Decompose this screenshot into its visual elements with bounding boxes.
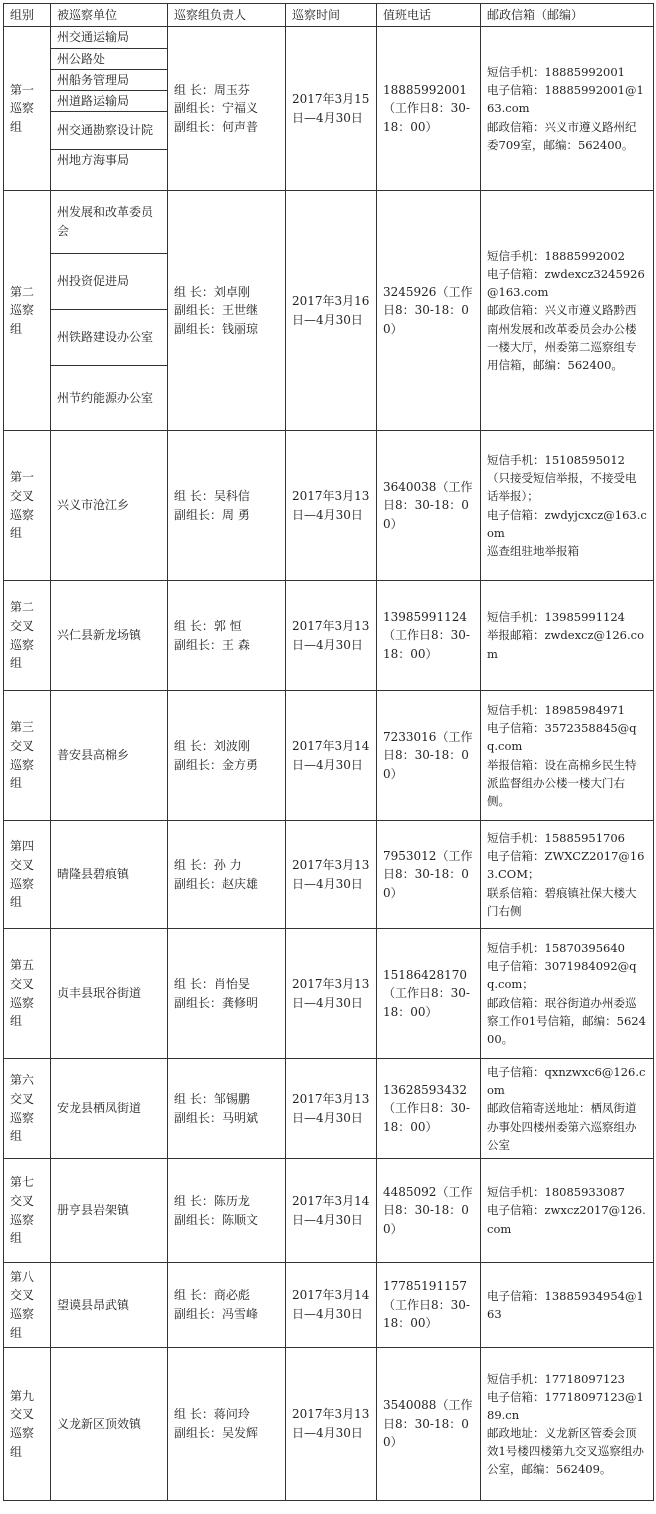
duty-phone: 18885992001（工作日8：30-18：00） <box>377 27 481 191</box>
unit-item: 州投资促进局 <box>51 253 167 309</box>
mail-cell <box>481 1348 654 1501</box>
mail-cell <box>481 1263 654 1348</box>
inspection-date: 2017年3月13日—4月30日 <box>286 1348 377 1501</box>
unit-name: 普安县高棉乡 <box>57 748 130 763</box>
leader-line: 组 长：蒋问玲 <box>174 1407 250 1422</box>
duty-phone: 4485092（工作日8：30-18：00） <box>377 1159 481 1263</box>
table-row <box>4 581 654 691</box>
mail-line: 电子信箱：zwdexcz3245926@163.com <box>487 267 645 300</box>
mail-line: 巡查组驻地举报箱 <box>487 543 579 558</box>
inspection-date: 2017年3月13日—4月30日 <box>286 431 377 581</box>
group-name: 第六交叉巡察组 <box>4 1059 51 1159</box>
unit-name: 望谟县昂武镇 <box>57 1297 130 1312</box>
group-name: 第七交叉巡察组 <box>4 1159 51 1263</box>
unit-list <box>51 27 167 170</box>
mail-line: 电子信箱：3572358845@qq.com <box>487 721 637 754</box>
table-row <box>4 821 654 929</box>
inspection-table <box>3 3 654 1501</box>
leader-line: 副组长：宁福义 <box>174 101 259 116</box>
mail-cell <box>481 27 654 191</box>
unit-list <box>51 191 167 430</box>
table-row <box>4 1159 654 1263</box>
leader-line: 组 长：刘卓刚 <box>174 284 250 299</box>
leader-line: 组 长：周玉芬 <box>174 82 250 97</box>
group-name: 第九交叉巡察组 <box>4 1348 51 1501</box>
duty-phone: 13628593432（工作日8：30-18：00） <box>377 1059 481 1159</box>
inspection-date: 2017年3月16日—4月30日 <box>286 191 377 431</box>
mail-line: 短信手机：18885992001 <box>487 65 625 80</box>
leader-cell <box>168 929 286 1059</box>
leader-line: 副组长：何声普 <box>174 119 259 134</box>
mail-line: 邮政信箱寄送地址：栖凤街道办事处四楼州委第六巡察组办公室 <box>487 1101 637 1152</box>
duty-phone: 15186428170（工作日8：30-18：00） <box>377 929 481 1059</box>
leader-line: 副组长：陈顺文 <box>174 1212 259 1227</box>
group-name: 第五交叉巡察组 <box>4 929 51 1059</box>
unit-item: 州交通运输局 <box>57 30 130 45</box>
mail-line: 短信手机：15870395640 <box>487 941 625 956</box>
leader-line: 组 长：刘波刚 <box>174 738 250 753</box>
mail-line: 邮政信箱：珉谷街道办州委巡察工作01号信箱，邮编：562400。 <box>487 995 646 1046</box>
unit-name: 册亨县岩架镇 <box>57 1203 130 1218</box>
unit-cell <box>51 1159 168 1263</box>
unit-cell <box>51 929 168 1059</box>
unit-item: 州道路运输局 <box>51 90 167 111</box>
inspection-date: 2017年3月13日—4月30日 <box>286 581 377 691</box>
duty-phone: 17785191157（工作日8：30-18：00） <box>377 1263 481 1348</box>
group-name: 第一巡察组 <box>4 27 51 191</box>
unit-name: 贞丰县珉谷街道 <box>57 986 142 1001</box>
leader-line: 组 长：吴科信 <box>174 488 250 503</box>
table-row <box>4 431 654 581</box>
mail-line: 短信手机：18885992002 <box>487 248 625 263</box>
table-row <box>4 27 654 191</box>
leader-cell <box>168 431 286 581</box>
header-mail: 邮政信箱（邮编） <box>481 4 654 27</box>
unit-cell <box>51 1348 168 1501</box>
unit-cell <box>51 1059 168 1159</box>
mail-line: 邮政信箱：兴义市遵义路黔西南州发展和改革委员会办公楼一楼大厅，州委第二巡察组专用信箱，邮编：562400。 <box>487 303 637 372</box>
mail-cell <box>481 821 654 929</box>
leader-line: 副组长：马明斌 <box>174 1110 259 1125</box>
leader-line: 副组长：龚修明 <box>174 995 259 1010</box>
mail-line: 电子信箱：13885934954@163 <box>487 1288 644 1321</box>
group-name: 第八交叉巡察组 <box>4 1263 51 1348</box>
inspection-date: 2017年3月13日—4月30日 <box>286 929 377 1059</box>
unit-name: 晴隆县碧痕镇 <box>57 867 130 882</box>
leader-line: 组 长：肖怡旻 <box>174 976 250 991</box>
unit-item: 州铁路建设办公室 <box>51 309 167 365</box>
leader-line: 副组长：王世继 <box>174 303 259 318</box>
leader-cell <box>168 1348 286 1501</box>
leader-line: 组 长：陈历龙 <box>174 1193 250 1208</box>
unit-cell <box>51 191 168 431</box>
unit-name: 兴义市沧江乡 <box>57 498 130 513</box>
mail-cell <box>481 929 654 1059</box>
leader-line: 副组长：金方勇 <box>174 757 259 772</box>
leader-cell <box>168 1059 286 1159</box>
unit-cell <box>51 581 168 691</box>
unit-cell <box>51 821 168 929</box>
mail-line: 短信手机：18085933087 <box>487 1185 625 1200</box>
mail-line: 短信手机：15885951706 <box>487 831 625 846</box>
mail-line: 短信手机：17718097123 <box>487 1371 625 1386</box>
mail-line: 电子信箱：ZWXCZ2017@163.COM； <box>487 849 645 882</box>
mail-line: 电子信箱：zwdyjcxcz@163.com <box>487 507 647 540</box>
duty-phone: 7953012（工作日8：30-18：00） <box>377 821 481 929</box>
mail-cell <box>481 1059 654 1159</box>
leader-line: 副组长：赵庆雄 <box>174 876 259 891</box>
leader-cell <box>168 691 286 821</box>
group-name: 第一交叉巡察组 <box>4 431 51 581</box>
duty-phone: 3540088（工作日8：30-18：00） <box>377 1348 481 1501</box>
unit-item: 州公路处 <box>51 48 167 69</box>
unit-item: 州交通勘察设计院 <box>51 111 167 149</box>
mail-line: 电子信箱：3071984092@qq.com； <box>487 959 637 992</box>
leader-cell <box>168 581 286 691</box>
leader-line: 副组长：冯雪峰 <box>174 1307 259 1321</box>
mail-line: 短信手机：18985984971 <box>487 703 625 718</box>
mail-cell <box>481 581 654 691</box>
mail-line: 邮政信箱：兴义市遵义路州纪委709室，邮编：562400。 <box>487 119 637 152</box>
unit-item: 州地方海事局 <box>51 149 167 170</box>
leader-line: 副组长：王 森 <box>174 637 250 652</box>
inspection-date: 2017年3月14日—4月30日 <box>286 1159 377 1263</box>
leader-line: 组 长：郭 恒 <box>174 618 242 633</box>
unit-name: 安龙县栖凤街道 <box>57 1101 142 1116</box>
unit-item: 州发展和改革委员会 <box>57 205 154 238</box>
group-name: 第二巡察组 <box>4 191 51 431</box>
leader-line: 副组长：吴发辉 <box>174 1426 259 1440</box>
unit-cell <box>51 691 168 821</box>
mail-line: 邮政地址：义龙新区管委会顶效1号楼四楼第九交叉巡察组办公室，邮编：562409。 <box>487 1426 644 1477</box>
group-name: 第四交叉巡察组 <box>4 821 51 929</box>
table-row <box>4 929 654 1059</box>
header-phone: 值班电话 <box>377 4 481 27</box>
leader-cell <box>168 27 286 191</box>
unit-name: 兴仁县新龙场镇 <box>57 628 142 643</box>
mail-line: 举报信箱：设在高棉乡民生特派监督组办公楼一楼大门右侧。 <box>487 757 637 808</box>
leader-cell <box>168 191 286 431</box>
header-unit: 被巡察单位 <box>51 4 168 27</box>
leader-line: 副组长：周 勇 <box>174 507 250 522</box>
inspection-date: 2017年3月14日—4月30日 <box>286 1263 377 1348</box>
group-name: 第三交叉巡察组 <box>4 691 51 821</box>
leader-line: 副组长：钱丽琼 <box>174 321 259 336</box>
leader-cell <box>168 1159 286 1263</box>
mail-line: 电子信箱：zwxcz2017@126.com <box>487 1203 646 1236</box>
unit-item: 州节约能源办公室 <box>51 365 167 430</box>
table-row <box>4 191 654 431</box>
leader-cell <box>168 1263 286 1348</box>
header-row <box>4 4 654 27</box>
mail-line: 举报邮箱：zwdexcz@126.com <box>487 628 645 661</box>
mail-cell <box>481 691 654 821</box>
table-row <box>4 1263 654 1348</box>
table-row <box>4 1348 654 1501</box>
header-group: 组别 <box>4 4 51 27</box>
table-row <box>4 691 654 821</box>
table-row <box>4 1059 654 1159</box>
inspection-date: 2017年3月14日—4月30日 <box>286 691 377 821</box>
mail-line: 联系信箱：碧痕镇社保大楼大门右侧 <box>487 885 637 918</box>
inspection-date: 2017年3月13日—4月30日 <box>286 1059 377 1159</box>
header-leader: 巡察组负责人 <box>168 4 286 27</box>
mail-cell <box>481 191 654 431</box>
inspection-date: 2017年3月13日—4月30日 <box>286 821 377 929</box>
leader-line: 组 长：孙 力 <box>174 857 242 872</box>
mail-line: 短信手机：15108595012（只接受短信举报，不接受电话举报）； <box>487 453 637 504</box>
leader-line: 组 长：邹锡鹏 <box>174 1091 250 1106</box>
duty-phone: 13985991124（工作日8：30-18：00） <box>377 581 481 691</box>
mail-line: 电子信箱：qxnzwxc6@126.com <box>487 1065 646 1098</box>
duty-phone: 7233016（工作日8：30-18：00） <box>377 691 481 821</box>
unit-name: 义龙新区顶效镇 <box>57 1416 142 1431</box>
unit-cell <box>51 431 168 581</box>
leader-line: 组 长：商必彪 <box>174 1288 250 1303</box>
mail-cell <box>481 431 654 581</box>
mail-line: 电子信箱：17718097123@189.cn <box>487 1389 644 1422</box>
inspection-date: 2017年3月15日—4月30日 <box>286 27 377 191</box>
group-name: 第二交叉巡察组 <box>4 581 51 691</box>
duty-phone: 3245926（工作日8：30-18：00） <box>377 191 481 431</box>
duty-phone: 3640038（工作日8：30-18：00） <box>377 431 481 581</box>
mail-line: 短信手机：13985991124 <box>487 610 625 625</box>
mail-line: 电子信箱：18885992001@163.com <box>487 83 644 116</box>
unit-cell <box>51 27 168 191</box>
unit-cell <box>51 1263 168 1348</box>
header-date: 巡察时间 <box>286 4 377 27</box>
leader-cell <box>168 821 286 929</box>
mail-cell <box>481 1159 654 1263</box>
unit-item: 州船务管理局 <box>51 69 167 90</box>
